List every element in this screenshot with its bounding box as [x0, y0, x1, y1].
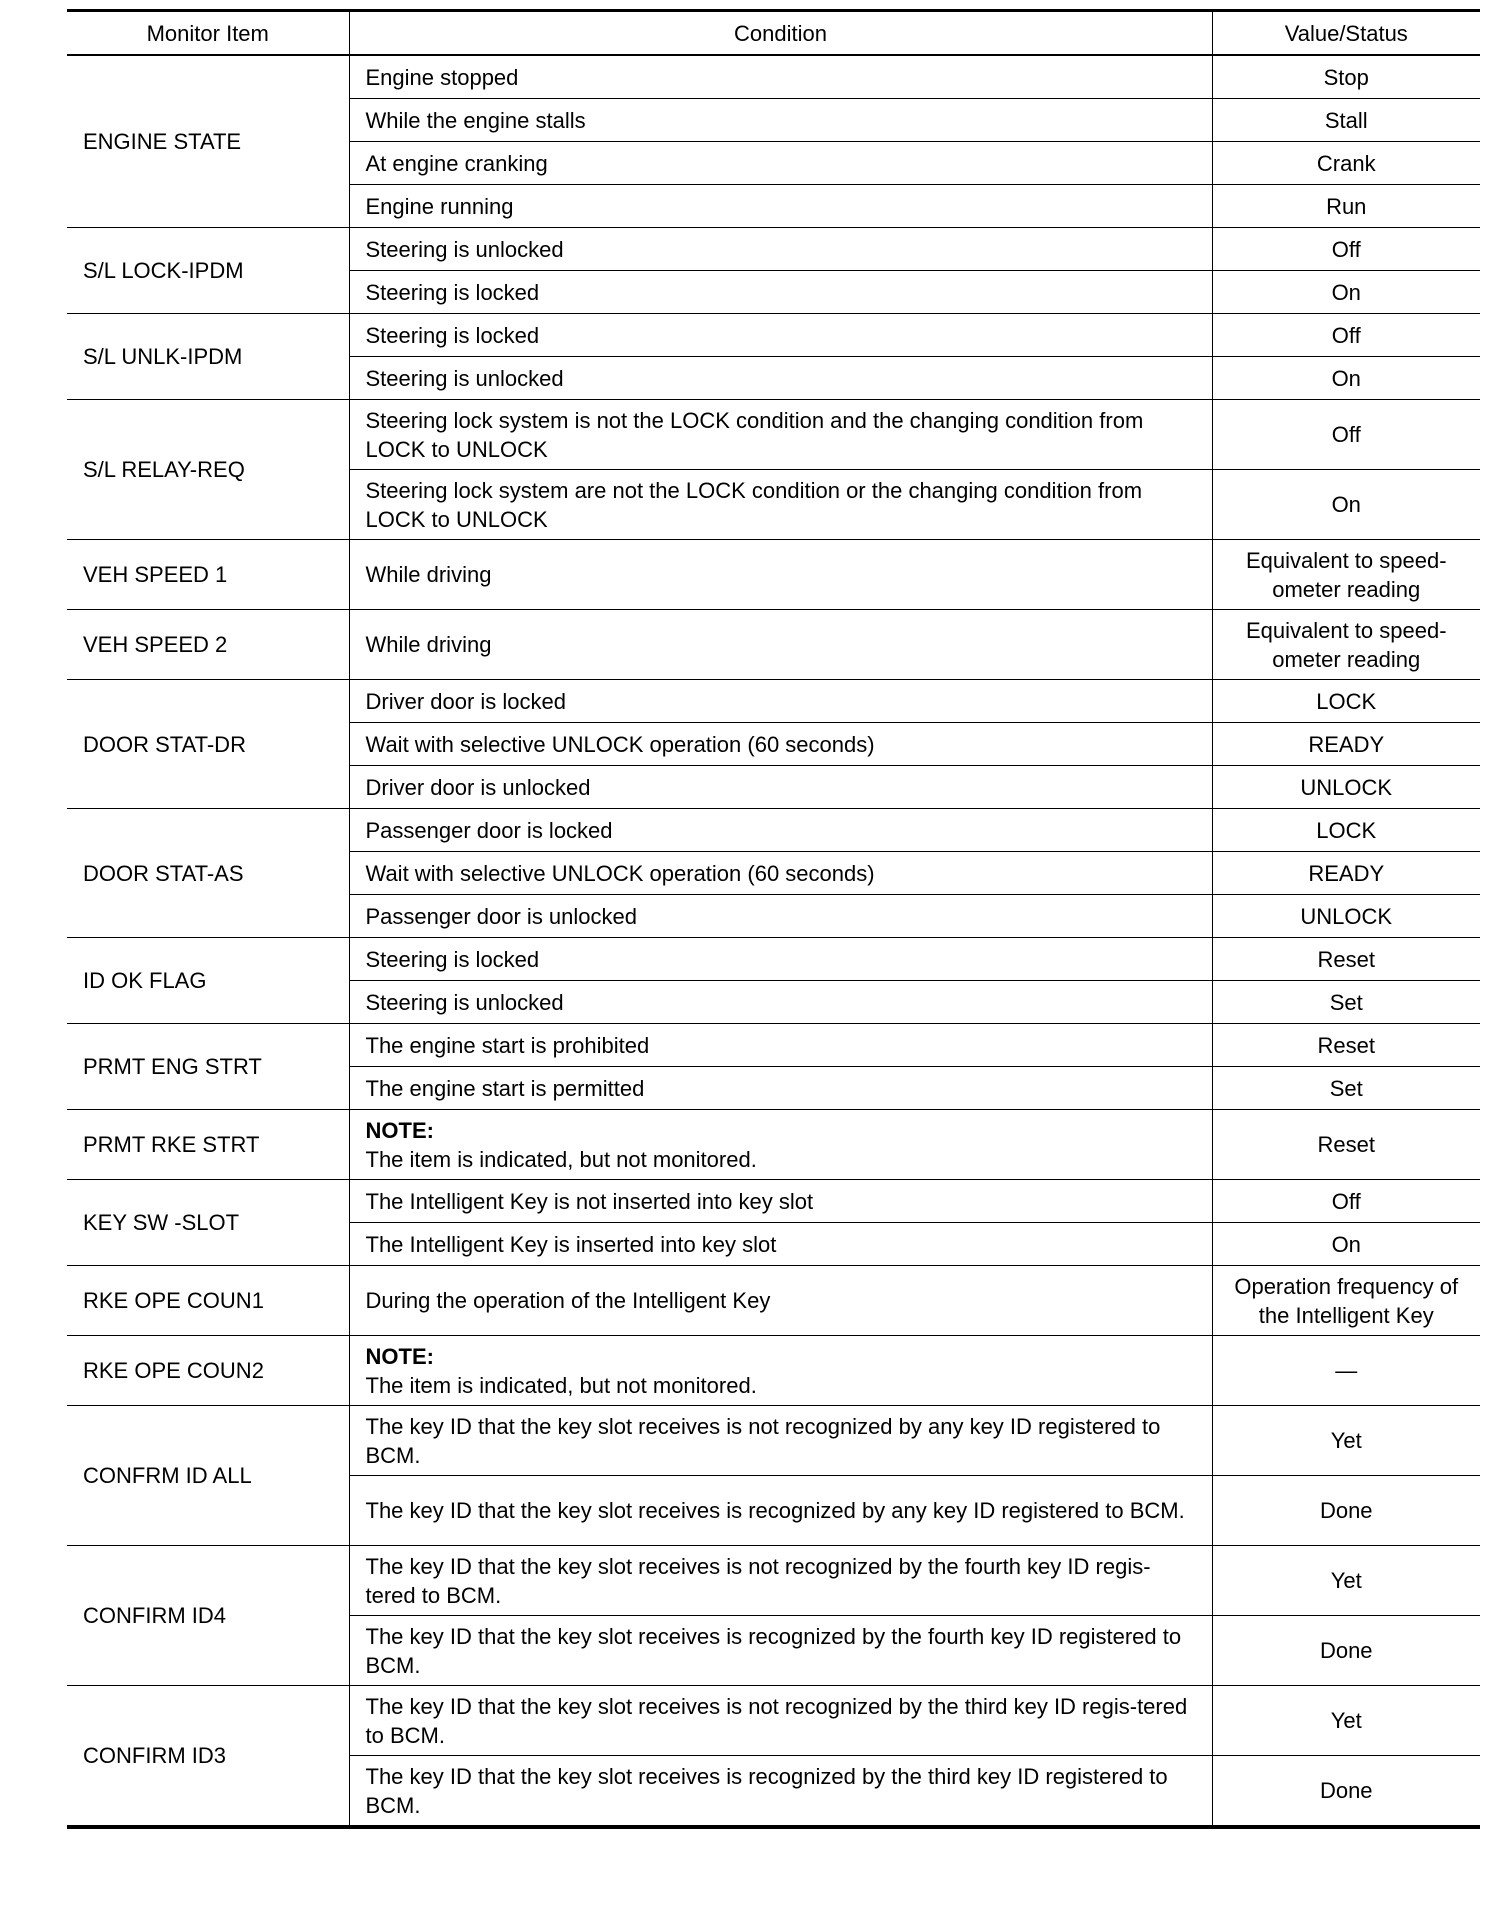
- table-row: [67, 1180, 1480, 1223]
- condition-cell: The engine start is prohibited: [349, 1024, 1212, 1067]
- value-status-cell: Off: [1212, 400, 1480, 470]
- monitor-item-cell: PRMT RKE STRT: [67, 1110, 349, 1180]
- condition-cell: While driving: [349, 540, 1212, 610]
- value-status-cell: On: [1212, 470, 1480, 540]
- value-status-cell: READY: [1212, 852, 1480, 895]
- note-label: NOTE:: [365, 1117, 434, 1143]
- condition-cell: The key ID that the key slot receives is not recognized by any key ID registered to BCM.: [349, 1406, 1212, 1476]
- monitor-item-cell: VEH SPEED 2: [67, 610, 349, 680]
- condition-cell: Driver door is locked: [349, 680, 1212, 723]
- value-status-cell: LOCK: [1212, 809, 1480, 852]
- condition-cell: While driving: [349, 610, 1212, 680]
- condition-cell: Steering is locked: [349, 314, 1212, 357]
- table-row: [67, 55, 1480, 99]
- monitor-item-cell: ID OK FLAG: [67, 938, 349, 1024]
- condition-cell: While the engine stalls: [349, 99, 1212, 142]
- condition-cell: Steering is locked: [349, 271, 1212, 314]
- condition-cell: The key ID that the key slot receives is recognized by any key ID registered to BCM.: [349, 1476, 1212, 1546]
- value-status-cell: Done: [1212, 1616, 1480, 1686]
- value-status-cell: Off: [1212, 314, 1480, 357]
- value-status-cell: Stall: [1212, 99, 1480, 142]
- monitor-item-cell: PRMT ENG STRT: [67, 1024, 349, 1110]
- value-status-cell: On: [1212, 1223, 1480, 1266]
- value-status-cell: Equivalent to speed-ometer reading: [1212, 540, 1480, 610]
- table-body: [67, 55, 1480, 1827]
- condition-cell: [349, 1110, 1212, 1180]
- condition-cell: During the operation of the Intelligent Key: [349, 1266, 1212, 1336]
- table-row: [67, 1546, 1480, 1616]
- table-row: [67, 1406, 1480, 1476]
- monitor-item-cell: DOOR STAT-AS: [67, 809, 349, 938]
- monitor-item-cell: RKE OPE COUN1: [67, 1266, 349, 1336]
- value-status-cell: Yet: [1212, 1546, 1480, 1616]
- table-row: [67, 1336, 1480, 1406]
- header-condition: Condition: [349, 11, 1212, 56]
- header-monitor-item: Monitor Item: [67, 11, 349, 56]
- condition-cell: Steering is unlocked: [349, 228, 1212, 271]
- table-row: [67, 314, 1480, 357]
- value-status-cell: Done: [1212, 1756, 1480, 1828]
- monitor-item-cell: RKE OPE COUN2: [67, 1336, 349, 1406]
- header-value-status: Value/Status: [1212, 11, 1480, 56]
- condition-cell: The key ID that the key slot receives is recognized by the fourth key ID registered to BCM.: [349, 1616, 1212, 1686]
- value-status-cell: On: [1212, 357, 1480, 400]
- condition-cell: Passenger door is unlocked: [349, 895, 1212, 938]
- condition-cell: Steering is unlocked: [349, 357, 1212, 400]
- value-status-cell: Reset: [1212, 1024, 1480, 1067]
- monitor-item-cell: ENGINE STATE: [67, 55, 349, 228]
- condition-cell: Steering is unlocked: [349, 981, 1212, 1024]
- condition-cell: Wait with selective UNLOCK operation (60 seconds): [349, 723, 1212, 766]
- table-row: [67, 1110, 1480, 1180]
- value-status-cell: Reset: [1212, 1110, 1480, 1180]
- value-status-cell: Off: [1212, 1180, 1480, 1223]
- value-status-cell: —: [1212, 1336, 1480, 1406]
- value-status-cell: Yet: [1212, 1686, 1480, 1756]
- value-status-cell: Run: [1212, 185, 1480, 228]
- monitor-item-cell: S/L UNLK-IPDM: [67, 314, 349, 400]
- monitor-item-cell: S/L RELAY-REQ: [67, 400, 349, 540]
- condition-cell: Driver door is unlocked: [349, 766, 1212, 809]
- monitor-item-cell: CONFIRM ID4: [67, 1546, 349, 1686]
- monitor-item-cell: CONFIRM ID3: [67, 1686, 349, 1828]
- value-status-cell: Yet: [1212, 1406, 1480, 1476]
- table-row: [67, 228, 1480, 271]
- condition-cell: The Intelligent Key is inserted into key slot: [349, 1223, 1212, 1266]
- table-row: [67, 680, 1480, 723]
- table-header-row: [67, 11, 1480, 56]
- value-status-cell: Set: [1212, 1067, 1480, 1110]
- condition-cell: Steering lock system is not the LOCK condition and the changing condition from LOCK to UNLOCK: [349, 400, 1212, 470]
- value-status-cell: Done: [1212, 1476, 1480, 1546]
- condition-cell: The key ID that the key slot receives is not recognized by the fourth key ID regis-tered to BCM.: [349, 1546, 1212, 1616]
- condition-cell: Wait with selective UNLOCK operation (60 seconds): [349, 852, 1212, 895]
- condition-cell: The key ID that the key slot receives is recognized by the third key ID registered to BCM.: [349, 1756, 1212, 1828]
- condition-cell: Steering lock system are not the LOCK condition or the changing condition from LOCK to UNLOCK: [349, 470, 1212, 540]
- table-row: [67, 400, 1480, 470]
- table-row: [67, 1024, 1480, 1067]
- table-row: [67, 938, 1480, 981]
- value-status-cell: On: [1212, 271, 1480, 314]
- condition-cell: Engine stopped: [349, 55, 1212, 99]
- monitor-item-cell: DOOR STAT-DR: [67, 680, 349, 809]
- condition-cell: Engine running: [349, 185, 1212, 228]
- table-row: [67, 610, 1480, 680]
- value-status-cell: Stop: [1212, 55, 1480, 99]
- value-status-cell: UNLOCK: [1212, 766, 1480, 809]
- value-status-cell: UNLOCK: [1212, 895, 1480, 938]
- value-status-cell: READY: [1212, 723, 1480, 766]
- monitor-item-cell: S/L LOCK-IPDM: [67, 228, 349, 314]
- note-text: The item is indicated, but not monitored.: [365, 1372, 757, 1398]
- condition-cell: Passenger door is locked: [349, 809, 1212, 852]
- value-status-cell: Equivalent to speed-ometer reading: [1212, 610, 1480, 680]
- value-status-cell: Off: [1212, 228, 1480, 271]
- condition-cell: [349, 1336, 1212, 1406]
- value-status-cell: Operation frequency of the Intelligent Key: [1212, 1266, 1480, 1336]
- value-status-cell: LOCK: [1212, 680, 1480, 723]
- table-row: [67, 1266, 1480, 1336]
- monitor-item-table: [67, 9, 1480, 1829]
- condition-cell: Steering is locked: [349, 938, 1212, 981]
- table-row: [67, 1686, 1480, 1756]
- note-label: NOTE:: [365, 1343, 434, 1369]
- monitor-item-cell: CONFRM ID ALL: [67, 1406, 349, 1546]
- note-text: The item is indicated, but not monitored.: [365, 1146, 757, 1172]
- value-status-cell: Set: [1212, 981, 1480, 1024]
- table-row: [67, 809, 1480, 852]
- condition-cell: The key ID that the key slot receives is not recognized by the third key ID regis-tered to BCM.: [349, 1686, 1212, 1756]
- value-status-cell: Reset: [1212, 938, 1480, 981]
- table-row: [67, 540, 1480, 610]
- monitor-item-cell: VEH SPEED 1: [67, 540, 349, 610]
- condition-cell: At engine cranking: [349, 142, 1212, 185]
- monitor-item-cell: KEY SW -SLOT: [67, 1180, 349, 1266]
- condition-cell: The Intelligent Key is not inserted into key slot: [349, 1180, 1212, 1223]
- value-status-cell: Crank: [1212, 142, 1480, 185]
- condition-cell: The engine start is permitted: [349, 1067, 1212, 1110]
